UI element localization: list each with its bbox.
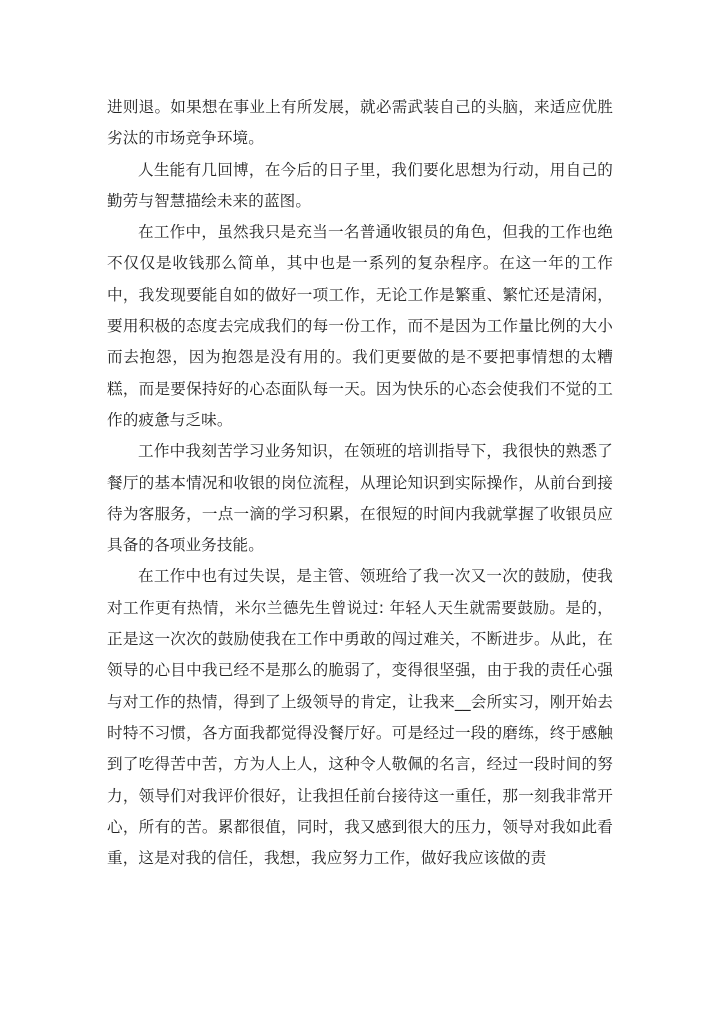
paragraph-2: 人生能有几回博，在今后的日子里，我们要化思想为行动，用自己的勤劳与智慧描绘未来的蓝图。 [107, 160, 613, 210]
paragraph-1: 进则退。如果想在事业上有所发展，就必需武装自己的头脑，来适应优胜劣汰的市场竞争环境。 [107, 98, 613, 148]
paragraph-5: 在工作中也有过失误，是主管、领班给了我一次又一次的鼓励，使我对工作更有热情，米尔兰德先生曾说过: 年轻人天生就需要鼓励。是的，正是这一次次的鼓励使我在工作中勇敢的闯过难关，不断进步。从此，在领导的心目中我已经不是那么的脆弱了，变得很坚强，由于我的责任心强与对工作的热情，得到了上级领导的肯定，让我来__会所实习，刚开始去时特不习惯，各方面我都觉得没餐厅好。可是经过一段的磨练，终于感触到了吃得苦中苦，方为人上人，这种令人敬佩的名言，经过一段时间的努力，领导们对我评价很好，让我担任前台接待这一重任，那一刻我非常开心，所有的苦。累都很值，同时，我又感到很大的压力，领导对我如此看重，这是对我的信任，我想，我应努力工作，做好我应该做的责 [107, 567, 613, 868]
document-body [107, 92, 613, 874]
paragraph-3: 在工作中，虽然我只是充当一名普通收银员的角色，但我的工作也绝不仅仅是收钱那么简单，其中也是一系列的复杂程序。在这一年的工作中，我发现要能自如的做好一项工作，无论工作是繁重、繁忙还是清闲，要用积极的态度去完成我们的每一份工作，而不是因为工作量比例的大小而去抱怨，因为抱怨是没有用的。我们更要做的是不要把事情想的太糟糕，而是要保持好的心态面队每一天。因为快乐的心态会使我们不觉的工作的疲惫与乏味。 [107, 223, 613, 429]
paragraph-4: 工作中我刻苦学习业务知识，在领班的培训指导下，我很快的熟悉了餐厅的基本情况和收银的岗位流程，从理论知识到实际操作，从前台到接待为客服务，一点一滴的学习积累，在很短的时间内我就掌握了收银员应具备的各项业务技能。 [107, 442, 613, 555]
